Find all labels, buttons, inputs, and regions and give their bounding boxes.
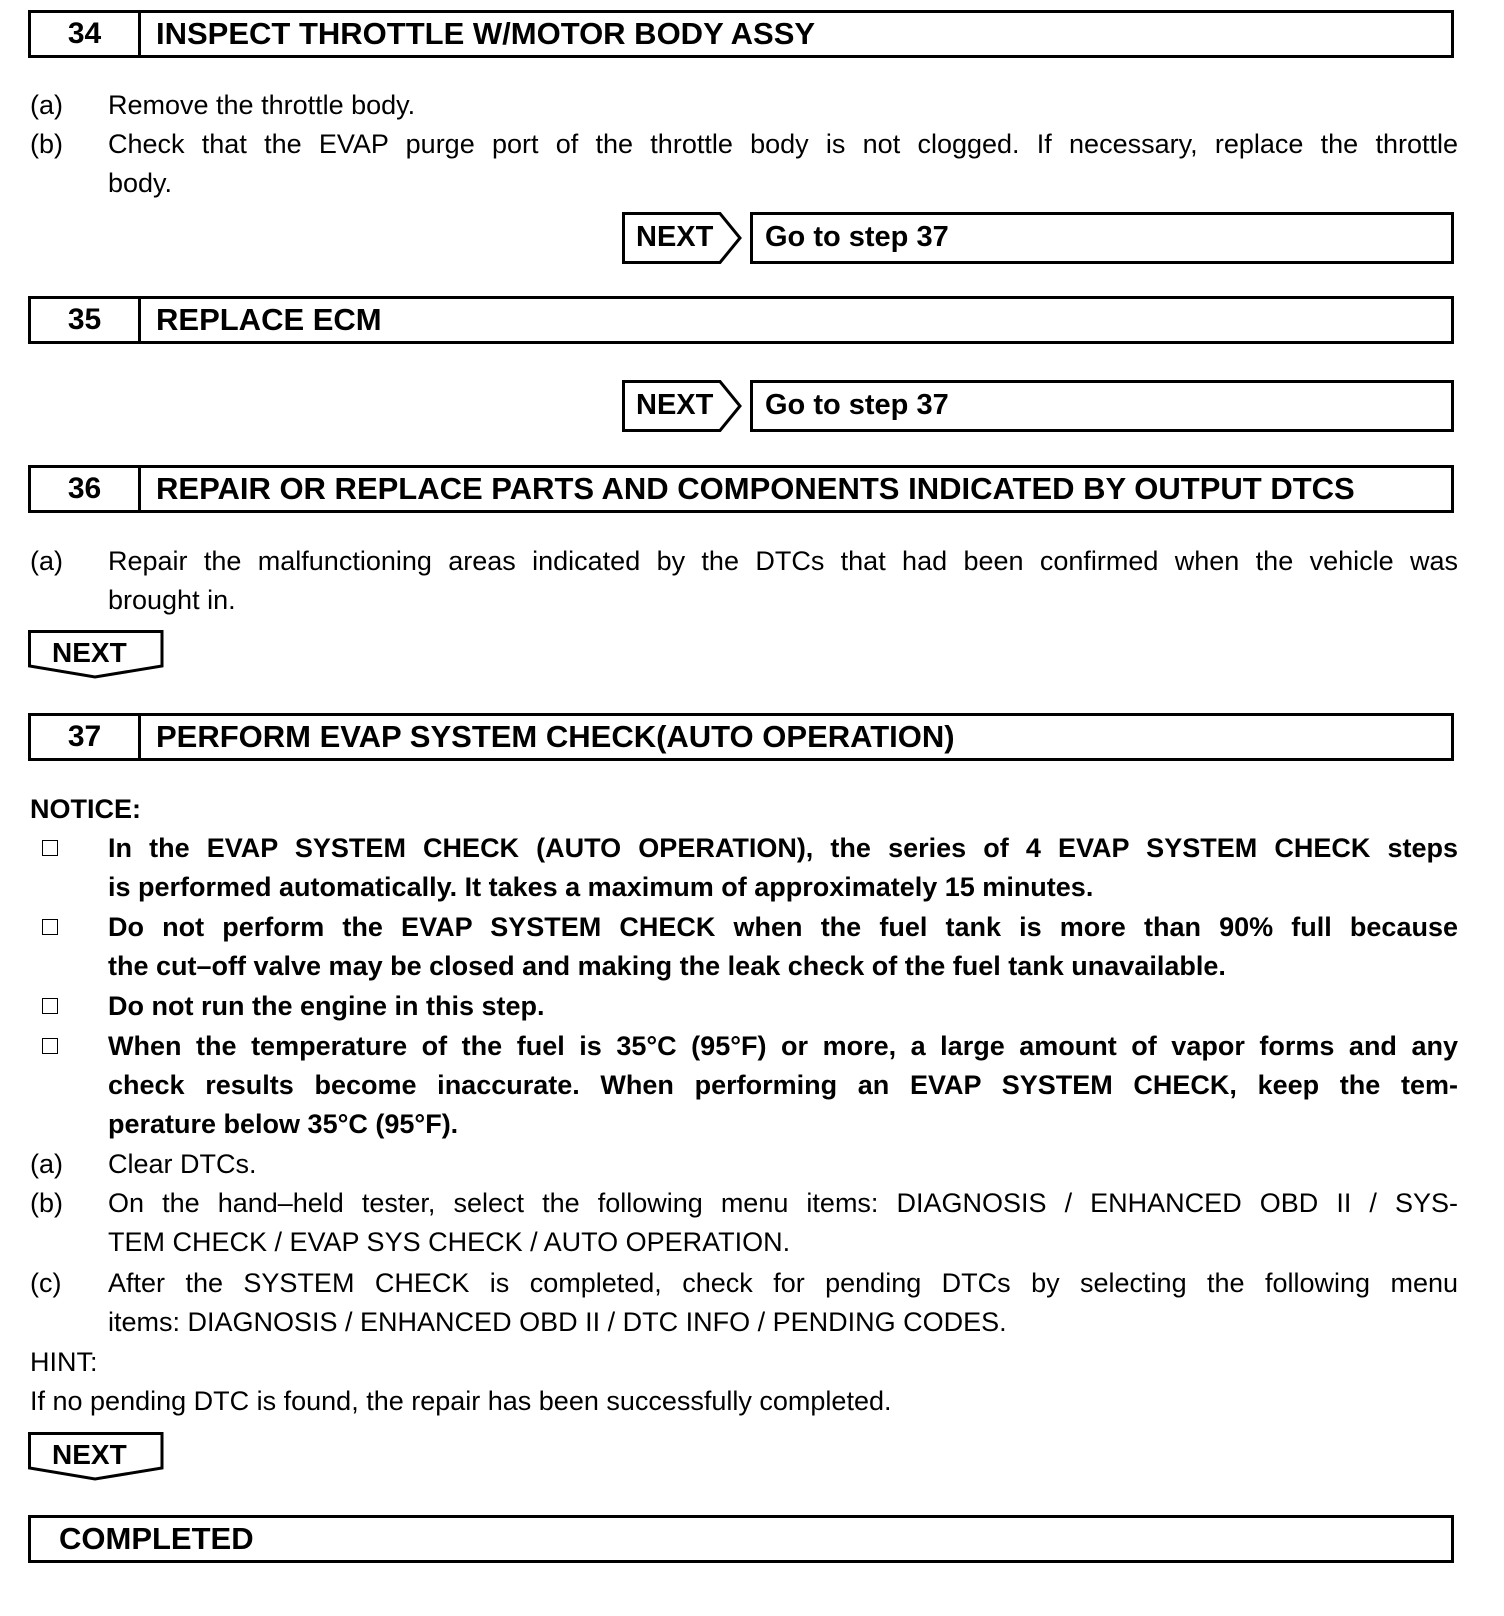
item-text: Check that the EVAP purge port of the throttle body is not clogged. If necessary, replace the throttle [108, 129, 1458, 159]
bullet-square [42, 1038, 58, 1054]
go-to-step-box: Go to step 37 [750, 212, 1454, 264]
item-text: On the hand–held tester, select the following menu items: DIAGNOSIS / ENHANCED OBD II / SYS- [108, 1188, 1458, 1218]
notice-text: When the temperature of the fuel is 35°C (95°F) or more, a large amount of vapor forms and any [108, 1031, 1458, 1061]
item-label: (b) [30, 1188, 63, 1218]
notice-text: is performed automatically. It takes a maximum of approximately 15 minutes. [108, 872, 1094, 902]
item-label: (b) [30, 129, 63, 159]
notice-label: NOTICE: [30, 794, 141, 824]
step-36-header [28, 465, 1454, 513]
item-label: (a) [30, 90, 63, 120]
notice-text: Do not perform the EVAP SYSTEM CHECK when the fuel tank is more than 90% full because [108, 912, 1458, 942]
next-button[interactable] [28, 630, 166, 680]
notice-text: check results become inaccurate. When performing an EVAP SYSTEM CHECK, keep the tem- [108, 1070, 1458, 1100]
next-button[interactable] [622, 380, 742, 432]
item-text: items: DIAGNOSIS / ENHANCED OBD II / DTC INFO / PENDING CODES. [108, 1307, 1007, 1337]
hint-text: If no pending DTC is found, the repair has been successfully completed. [30, 1386, 892, 1416]
item-text: After the SYSTEM CHECK is completed, check for pending DTCs by selecting the following menu [108, 1268, 1458, 1298]
step-number: 35 [31, 299, 141, 341]
bullet-square [42, 998, 58, 1014]
next-button[interactable] [28, 1432, 166, 1482]
next-label: NEXT [636, 389, 714, 421]
completed-title: COMPLETED [59, 1521, 254, 1556]
item-text: Repair the malfunctioning areas indicated by the DTCs that had been confirmed when the vehicle was [108, 546, 1458, 576]
item-text: TEM CHECK / EVAP SYS CHECK / AUTO OPERATION. [108, 1227, 791, 1257]
item-label: (a) [30, 546, 63, 576]
bullet-square [42, 840, 58, 856]
next-label: NEXT [52, 637, 127, 668]
step-title: INSPECT THROTTLE W/MOTOR BODY ASSY [156, 16, 816, 51]
hint-label: HINT: [30, 1347, 98, 1377]
item-text: body. [108, 168, 173, 198]
step-35-header [28, 296, 1454, 344]
step-37-header [28, 713, 1454, 761]
item-label: (c) [30, 1268, 62, 1298]
item-text: brought in. [108, 585, 236, 615]
notice-text: Do not run the engine in this step. [108, 991, 545, 1021]
step-number: 37 [31, 716, 141, 758]
item-label: (a) [30, 1149, 63, 1179]
notice-text: the cut–off valve may be closed and making the leak check of the fuel tank unavailable. [108, 951, 1226, 981]
next-row [622, 380, 1454, 432]
step-number: 34 [31, 13, 141, 55]
next-label: NEXT [52, 1439, 127, 1470]
go-to-step-box: Go to step 37 [750, 380, 1454, 432]
step-34-header [28, 10, 1454, 58]
step-number: 36 [31, 468, 141, 510]
step-title: REPLACE ECM [156, 302, 382, 337]
notice-text: In the EVAP SYSTEM CHECK (AUTO OPERATION), the series of 4 EVAP SYSTEM CHECK steps [108, 833, 1458, 863]
next-row [622, 212, 1454, 264]
step-title: REPAIR OR REPLACE PARTS AND COMPONENTS INDICATED BY OUTPUT DTCS [156, 471, 1355, 506]
notice-text: perature below 35°C (95°F). [108, 1109, 459, 1139]
step-title: PERFORM EVAP SYSTEM CHECK(AUTO OPERATION) [156, 719, 955, 754]
next-button[interactable] [622, 212, 742, 264]
bullet-square [42, 919, 58, 935]
next-label: NEXT [636, 221, 714, 253]
item-text: Remove the throttle body. [108, 90, 416, 120]
item-text: Clear DTCs. [108, 1149, 257, 1179]
completed-box [28, 1515, 1454, 1563]
